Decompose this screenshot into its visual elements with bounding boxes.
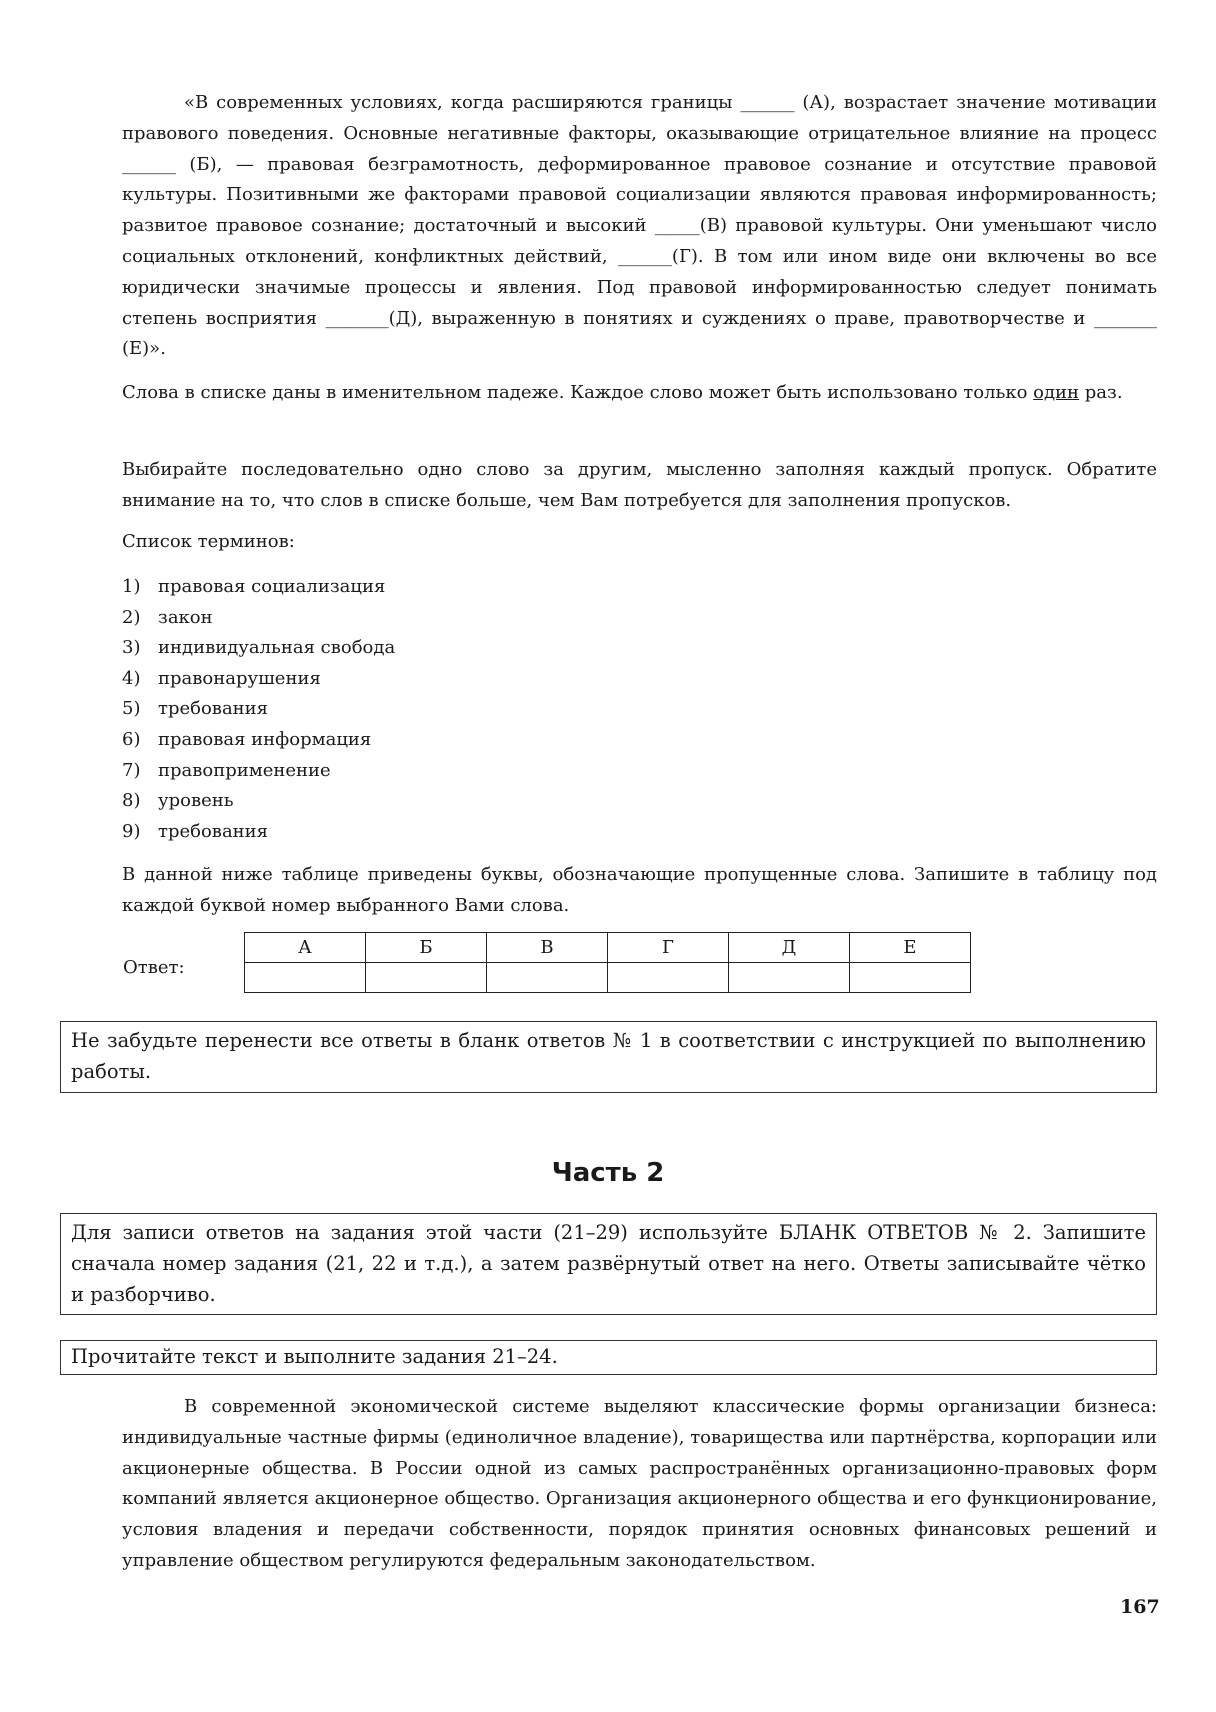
term-text: правовая информация (158, 728, 372, 750)
note-words-list (122, 378, 1157, 409)
term-text: закон (158, 606, 213, 628)
note-start: Слова в списке даны в именительном падеже. Каждое слово может быть использовано только (122, 382, 1034, 403)
term-item (122, 817, 1157, 848)
note-end: раз. (1079, 382, 1123, 403)
term-number: 2) (122, 606, 141, 628)
answer-letter: Г (608, 933, 729, 963)
answer-cell[interactable] (487, 963, 608, 993)
table-instruction: В данной ниже таблице приведены буквы, обозначающие пропущенные слова. Запишите в таблицу под каждой буквой номер выбранного Вами слова. (122, 864, 1157, 916)
term-text: индивидуальная свобода (158, 637, 396, 659)
term-text: правонарушения (158, 667, 321, 689)
term-item (122, 664, 1157, 695)
term-number: 4) (122, 667, 141, 689)
reading-text: В современной экономической системе выделяют классические формы организации бизнеса: индивидуальные частные фирмы (единоличное владение), товарищества или партнёрства, корпорации или акционерные общества. В России одной из самых распространённых организационно-правовых форм компаний является акционерное общество. Организация акционерного общества и его функционирование, условия владения и передачи собственности, порядок принятия основных финансовых решений и управление обществом регулируются федеральным законодательством. (122, 1396, 1157, 1571)
answer-cell[interactable] (850, 963, 971, 993)
term-number: 9) (122, 820, 141, 842)
answer-label: Ответ: (123, 957, 185, 978)
term-text: требования (158, 698, 269, 720)
terms-title: Список терминов: (122, 531, 295, 552)
answer-cell[interactable] (366, 963, 487, 993)
term-item (122, 633, 1157, 664)
task-text: «В современных условиях, когда расширяются границы ______ (А), возрастает значение мотивации правового поведения. Основные негативные факторы, оказывающие отрицательное влияние на процесс ______ (Б), — правовая безграмотность, деформированное правовое сознание и отсутствие правовой культуры. Позитивными же факторами правовой социализации являются правовая информированность; развитое правовое сознание; достаточный и высокий _____(В) правовой культуры. Они уменьшают число социальных отклонений, конфликтных действий, ______(Г). В том или ином виде они включены во все юридически значимые процессы и явления. Под правовой информированностью следует понимать степень восприятия _______(Д), выраженную в понятиях и суждениях о праве, правотворчестве и _______ (Е)». (122, 92, 1157, 360)
terms-list (122, 572, 1157, 847)
answer-letter: Д (729, 933, 850, 963)
term-item (122, 603, 1157, 634)
term-number: 8) (122, 790, 141, 812)
term-item (122, 572, 1157, 603)
reminder-box: Не забудьте перенести все ответы в бланк ответов № 1 в соответствии с инструкцией по выполнению работы. (60, 1021, 1157, 1093)
answer-letter: А (245, 933, 366, 963)
read-instruction-box: Прочитайте текст и выполните задания 21–24. (60, 1340, 1157, 1375)
answer-letter: В (487, 933, 608, 963)
answer-letter: Б (366, 933, 487, 963)
term-item (122, 786, 1157, 817)
note-sequence: Выбирайте последовательно одно слово за другим, мысленно заполняя каждый пропуск. Обратите внимание на то, что слов в списке больше, чем Вам потребуется для заполнения пропусков. (122, 459, 1157, 511)
page-number: 167 (1120, 1596, 1160, 1618)
term-item (122, 694, 1157, 725)
term-number: 1) (122, 576, 141, 597)
answer-cell[interactable] (729, 963, 850, 993)
term-item (122, 725, 1157, 756)
term-text: правовая социализация (158, 576, 386, 597)
term-number: 3) (122, 637, 141, 659)
term-text: правоприменение (158, 759, 331, 781)
part-title: Часть 2 (551, 1158, 665, 1188)
term-item (122, 756, 1157, 787)
answer-table (244, 932, 971, 993)
term-number: 6) (122, 728, 141, 750)
part-instruction-box: Для записи ответов на задания этой части (21–29) используйте БЛАНК ОТВЕТОВ № 2. Запишите сначала номер задания (21, 22 и т.д.), а затем развёрнутый ответ на него. Ответы записывайте чётко и разборчиво. (60, 1213, 1157, 1315)
answer-letter: Е (850, 933, 971, 963)
answer-cell[interactable] (245, 963, 366, 993)
answer-cell[interactable] (608, 963, 729, 993)
note-underlined: один (1033, 382, 1080, 403)
term-text: уровень (158, 790, 234, 812)
term-number: 7) (122, 759, 141, 781)
term-text: требования (158, 820, 269, 842)
term-number: 5) (122, 698, 141, 720)
